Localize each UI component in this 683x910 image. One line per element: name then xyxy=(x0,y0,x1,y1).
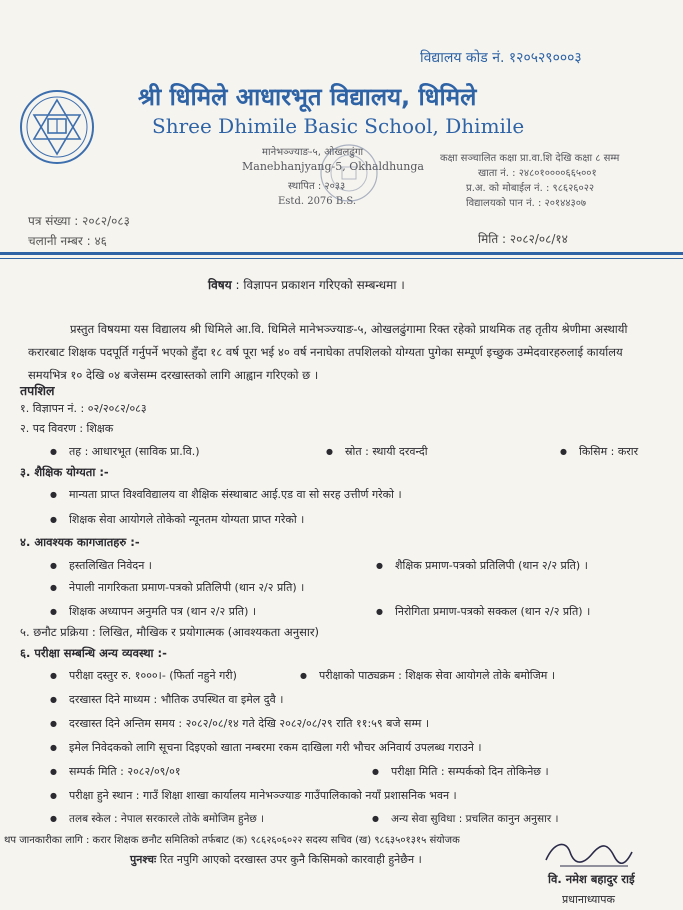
subject-text: : विज्ञापन प्रकाशन गरिएको सम्बन्धमा । xyxy=(235,278,405,292)
email-instruction: ● इमेल निवेदकको लागि सूचना दिइएको खाता नम्बरमा रकम दाखिला गरी भौचर अनिवार्य उपलब्ध गराउने । xyxy=(50,740,482,755)
signature-scribble-icon xyxy=(540,836,636,876)
application-medium: ● दरखास्त दिने माध्यम : भौतिक उपस्थित वा इमेल दुवै । xyxy=(50,692,283,707)
contact-date: ● सम्पर्क मिति : २०८२/०९/०१ xyxy=(50,764,181,779)
qualification-item: ● शिक्षक सेवा आयोगले तोकेको न्यूनतम योग्यता प्राप्त गरेको । xyxy=(50,512,304,527)
signatory-title: प्रधानाध्यापक xyxy=(562,893,615,906)
exam-date: ● परीक्षा मिति : सम्पर्कको दिन तोकिनेछ । xyxy=(372,764,549,779)
document-item: ● निरोगिता प्रमाण-पत्रको सक्कल (थान २/२ प्रति) । xyxy=(376,604,590,619)
address-english: Manebhanjyang-5, Okhaldhunga xyxy=(242,160,424,173)
body-paragraph: प्रस्तुत विषयमा यस विद्यालय श्री धिमिले आ.वि. धिमिले मानेभञ्ज्याङ-५, ओखलढुंगामा रिक्त रहेको प्राथमिक तह तृतीय श्रेणीमा अस्थायी करारबाट शिक्षक पदपूर्ति गर्नुपर्ने भएको हुँदा १८ वर्ष पूरा भई ४० वर्ष ननाघेका तपशिलको योग्यता पुगेका सम्पूर्ण इच्छुक उम्मेदवारहरुलाई कार्यालय समयभित्र १० देखि ०४ बजेसम्म दरखास्तको लागि आह्वान गरिएको छ । xyxy=(28,322,628,382)
application-deadline: ● दरखास्त दिने अन्तिम समय : २०८२/०८/१४ गते देखि २०८२/०८/२९ राति ११:५९ बजे सम्म । xyxy=(50,716,429,731)
head-teacher-mobile: प्र.अ. को मोबाईल नं. : ९८६२६०२२ xyxy=(466,183,595,194)
selection-process: ५. छनौट प्रक्रिया : लिखित, मौखिक र प्रयोगात्मक (आवश्यकता अनुसार) xyxy=(20,625,320,639)
school-name-english: Shree Dhimile Basic School, Dhimile xyxy=(152,114,525,138)
letter-number: पत्र संख्या : २०८२/०८३ xyxy=(28,214,130,228)
exam-fee: ● परीक्षा दस्तुर रु. १०००।- (फिर्ता नहुने गरी) xyxy=(50,668,237,683)
note-text: रित नपुगि आएको दरखास्त उपर कुनै किसिमको कारवाही हुनेछैन । xyxy=(159,853,422,866)
subject-label: विषय xyxy=(208,278,232,292)
letter-date: मिति : २०८२/०८/१४ xyxy=(478,232,568,246)
document-item: ● नेपाली नागरिकता प्रमाण-पत्रको प्रतिलिपी (थान २/२ प्रति) । xyxy=(50,580,304,595)
classes-info: कक्षा सञ्चालित कक्षा प्रा.वा.शि देखि कक्षा ८ सम्म xyxy=(440,153,620,164)
school-code: विद्यालय कोड नं. १२०५२९०००३ xyxy=(420,50,582,66)
document-item: ● शैक्षिक प्रमाण-पत्रको प्रतिलिपी (थान २/२ प्रति) । xyxy=(376,558,588,573)
exam-heading: ६. परीक्षा सम्बन्धि अन्य व्यवस्था :- xyxy=(20,646,167,660)
post-description: २. पद विवरण : शिक्षक xyxy=(20,422,114,435)
qualification-item: ● मान्यता प्राप्त विश्वविद्यालय वा शैक्षिक संस्थाबाट आई.एड वा सो सरह उत्तीर्ण गरेको । xyxy=(50,487,402,502)
dispatch-number: चलानी नम्बर : ४६ xyxy=(28,234,107,248)
note-label: पुनश्चः xyxy=(130,853,157,866)
header-divider-thin xyxy=(0,258,683,259)
post-level: ● तह : आधारभूत (साविक प्रा.वि.) xyxy=(50,444,200,459)
subject-line xyxy=(208,276,405,293)
school-emblem-icon xyxy=(18,88,96,166)
school-name-nepali: श्री धिमिले आधारभूत विद्यालय, धिमिले xyxy=(138,83,477,111)
post-source: ● स्रोत : स्थायी दरवन्दी xyxy=(326,444,428,459)
signatory-name: वि. नमेश बहादुर राई xyxy=(548,872,635,886)
address-nepali: मानेभञ्ज्याङ-५, ओखलढुंगा xyxy=(262,147,364,158)
post-type: ● किसिम : करार xyxy=(560,444,638,459)
established-nepali: स्थापित : २०३३ xyxy=(288,181,346,192)
established-english: Estd. 2076 B.S. xyxy=(278,196,357,207)
document-item: ● हस्तलिखित निवेदन । xyxy=(50,558,152,573)
document-item: ● शिक्षक अध्यापन अनुमति पत्र (थान २/२ प्रति) । xyxy=(50,604,256,619)
documents-heading: ४. आवश्यक कागजातहरु :- xyxy=(20,535,140,549)
note-line xyxy=(130,852,422,867)
exam-venue: ● परीक्षा हुने स्थान : गाउँ शिक्षा शाखा कार्यालय मानेभञ्ज्याङ गाउँपालिकाको नयाँ प्रशासनिक भवन । xyxy=(50,788,457,803)
header-divider xyxy=(0,252,683,255)
qualification-heading: ३. शैक्षिक योग्यता :- xyxy=(20,465,109,479)
salary-scale: ● तलब स्केल : नेपाल सरकारले तोके बमोजिम हुनेछ । xyxy=(50,812,264,826)
school-stamp-icon xyxy=(318,142,380,204)
details-heading: तपशिल xyxy=(20,383,55,398)
exam-syllabus: ● परीक्षाको पाठ्यक्रम : शिक्षक सेवा आयोगले तोके बमोजिम । xyxy=(300,668,555,683)
pan-number: विद्यालयको पान नं. : २०१४४३०७ xyxy=(466,198,587,209)
other-facilities: ● अन्य सेवा सुविधा : प्रचलित कानुन अनुसार । xyxy=(372,812,558,826)
advertisement-number: १. विज्ञापन नं. : ०२/२०८२/०८३ xyxy=(20,402,147,415)
account-number: खाता नं. : २४८०१००००६६५००१ xyxy=(478,168,597,179)
more-info: थप जानकारीका लागि : करार शिक्षक छनौट समितिको तर्फबाट (क) ९८६२६०६०२२ सदस्य सचिव (ख) ९८६३५०१३१५ संयोजक xyxy=(4,835,460,846)
